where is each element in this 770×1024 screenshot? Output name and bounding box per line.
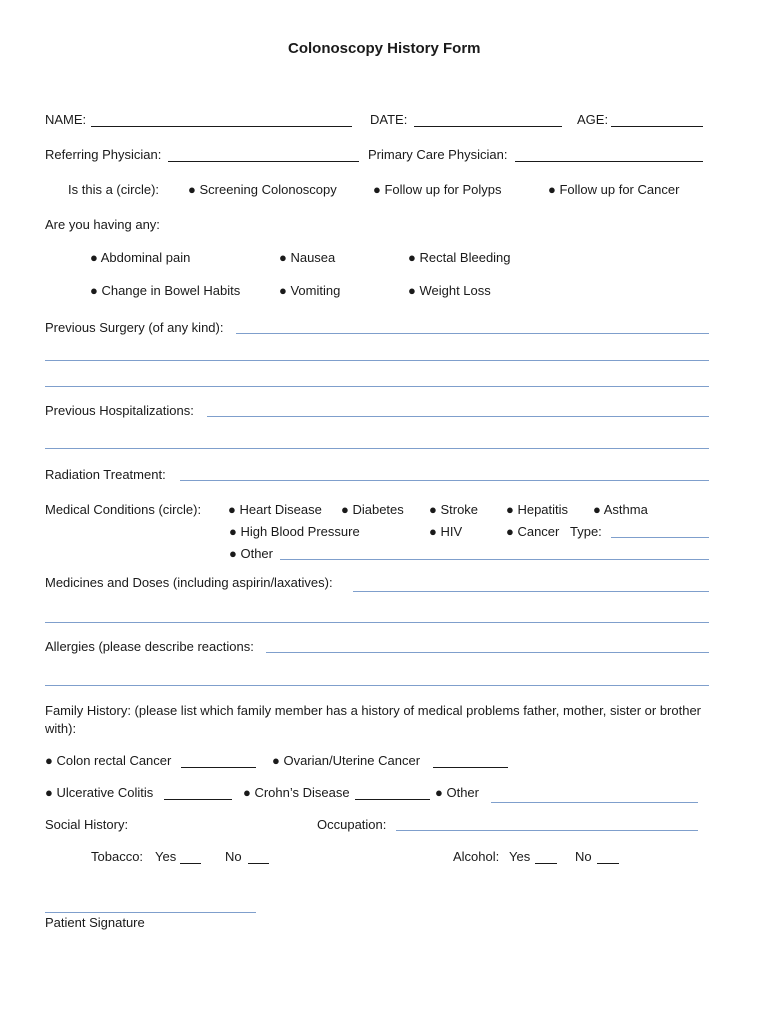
symptoms-prompt: Are you having any: — [45, 217, 160, 232]
tobacco-no-label: No — [225, 849, 242, 864]
alcohol-label: Alcohol: — [453, 849, 500, 864]
social-history-label: Social History: — [45, 817, 129, 832]
referring-physician-field[interactable] — [168, 161, 359, 162]
previous-surgery-line[interactable] — [236, 333, 709, 334]
alcohol-yes-label: Yes — [509, 849, 531, 864]
condition-high-blood-pressure[interactable]: ● High Blood Pressure — [229, 524, 360, 539]
age-label: AGE: — [577, 112, 609, 127]
signature-line[interactable] — [45, 912, 256, 913]
date-label: DATE: — [370, 112, 408, 127]
symptom-abdominal-pain[interactable]: ● Abdominal pain — [90, 250, 191, 265]
signature-label: Patient Signature — [45, 915, 145, 930]
family-crohns-disease-field[interactable] — [355, 799, 430, 800]
alcohol-no-field[interactable] — [597, 863, 619, 864]
tobacco-no-field[interactable] — [248, 863, 269, 864]
name-label: NAME: — [45, 112, 87, 127]
previous-surgery-line[interactable] — [45, 386, 709, 387]
previous-hospitalizations-line[interactable] — [45, 448, 709, 449]
allergies-label: Allergies (please describe reactions: — [45, 639, 254, 654]
family-colon-rectal-cancer[interactable]: ● Colon rectal Cancer — [45, 753, 172, 768]
family-ulcerative-colitis-field[interactable] — [164, 799, 232, 800]
condition-hiv[interactable]: ● HIV — [429, 524, 463, 539]
symptom-weight-loss[interactable]: ● Weight Loss — [408, 283, 491, 298]
allergies-line[interactable] — [266, 652, 709, 653]
family-ovarian-uterine-cancer[interactable]: ● Ovarian/Uterine Cancer — [272, 753, 421, 768]
radiation-line[interactable] — [180, 480, 709, 481]
symptom-rectal-bleeding[interactable]: ● Rectal Bleeding — [408, 250, 511, 265]
condition-heart-disease[interactable]: ● Heart Disease — [228, 502, 322, 517]
name-field[interactable] — [91, 126, 352, 127]
page-title: Colonoscopy History Form — [288, 40, 481, 57]
family-other[interactable]: ● Other — [435, 785, 479, 800]
previous-surgery-line[interactable] — [45, 360, 709, 361]
tobacco-yes-label: Yes — [155, 849, 177, 864]
option-screening[interactable]: ● Screening Colonoscopy — [188, 182, 337, 197]
circle-prompt: Is this a (circle): — [68, 182, 160, 197]
family-ulcerative-colitis[interactable]: ● Ulcerative Colitis — [45, 785, 154, 800]
date-field[interactable] — [414, 126, 562, 127]
tobacco-yes-field[interactable] — [180, 863, 201, 864]
referring-physician-label: Referring Physician: — [45, 147, 162, 162]
age-field[interactable] — [611, 126, 703, 127]
radiation-label: Radiation Treatment: — [45, 467, 166, 482]
condition-cancer[interactable]: ● Cancer — [506, 524, 560, 539]
cancer-type-line[interactable] — [611, 537, 709, 538]
alcohol-yes-field[interactable] — [535, 863, 557, 864]
condition-asthma[interactable]: ● Asthma — [593, 502, 648, 517]
medicines-line[interactable] — [353, 591, 709, 592]
previous-hospitalizations-line[interactable] — [207, 416, 709, 417]
medicines-label: Medicines and Doses (including aspirin/laxatives): — [45, 575, 333, 590]
family-colon-rectal-cancer-field[interactable] — [181, 767, 256, 768]
occupation-line[interactable] — [396, 830, 698, 831]
cancer-type-label: Type: — [570, 524, 602, 539]
occupation-label: Occupation: — [317, 817, 387, 832]
condition-stroke[interactable]: ● Stroke — [429, 502, 479, 517]
alcohol-no-label: No — [575, 849, 592, 864]
condition-diabetes[interactable]: ● Diabetes — [341, 502, 404, 517]
family-history-label: Family History: (please list which family member has a history of medical problems father, mother, sister or brother with): — [45, 703, 702, 736]
family-other-line[interactable] — [491, 802, 698, 803]
symptom-nausea[interactable]: ● Nausea — [279, 250, 336, 265]
symptom-bowel-habits[interactable]: ● Change in Bowel Habits — [90, 283, 241, 298]
medical-conditions-label: Medical Conditions (circle): — [45, 502, 202, 517]
family-ovarian-uterine-cancer-field[interactable] — [433, 767, 508, 768]
condition-other[interactable]: ● Other — [229, 546, 273, 561]
condition-hepatitis[interactable]: ● Hepatitis — [506, 502, 569, 517]
option-follow-up-polyps[interactable]: ● Follow up for Polyps — [373, 182, 502, 197]
symptom-vomiting[interactable]: ● Vomiting — [279, 283, 341, 298]
previous-surgery-label: Previous Surgery (of any kind): — [45, 320, 224, 335]
previous-hospitalizations-label: Previous Hospitalizations: — [45, 403, 194, 418]
condition-other-line[interactable] — [280, 559, 709, 560]
option-follow-up-cancer[interactable]: ● Follow up for Cancer — [548, 182, 680, 197]
medicines-line[interactable] — [45, 622, 709, 623]
primary-physician-field[interactable] — [515, 161, 703, 162]
primary-physician-label: Primary Care Physician: — [368, 147, 508, 162]
tobacco-label: Tobacco: — [91, 849, 144, 864]
family-crohns-disease[interactable]: ● Crohn’s Disease — [243, 785, 350, 800]
allergies-line[interactable] — [45, 685, 709, 686]
